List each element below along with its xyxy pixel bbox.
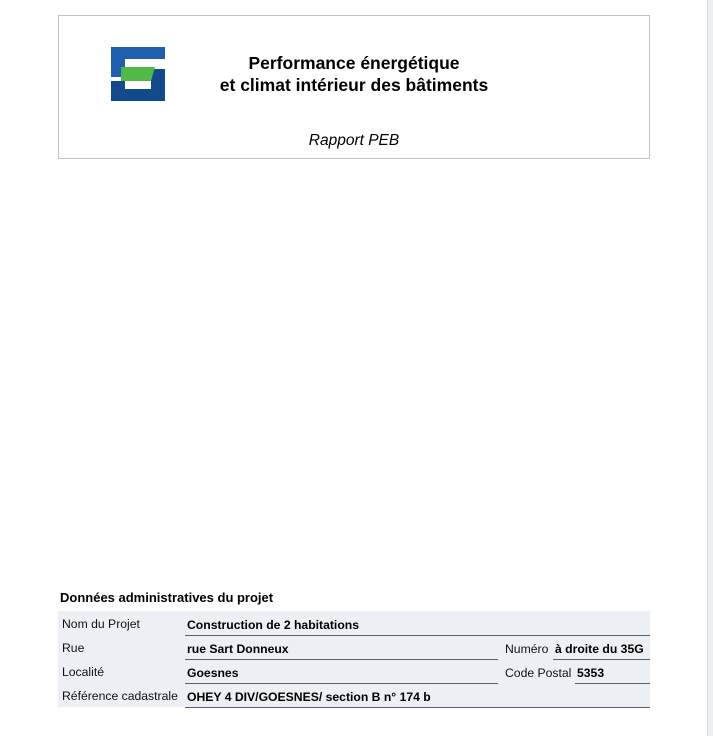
title-line-1: Performance énergétique xyxy=(248,53,460,73)
title-line-2: et climat intérieur des bâtiments xyxy=(219,75,489,95)
page-edge xyxy=(707,0,713,736)
value-project-name: Construction de 2 habitations xyxy=(185,618,650,636)
report-header xyxy=(58,15,650,159)
label-locality: Localité xyxy=(62,665,105,679)
label-number: Numéro xyxy=(505,642,549,656)
label-street: Rue xyxy=(62,641,85,655)
label-project-name: Nom du Projet xyxy=(62,617,140,631)
value-locality: Goesnes xyxy=(185,666,498,684)
row-street xyxy=(58,635,650,659)
section-title: Données administratives du projet xyxy=(60,590,274,605)
label-cadastral-reference: Référence cadastrale xyxy=(62,689,178,703)
row-project-name xyxy=(58,611,650,635)
peb-logo-icon xyxy=(111,47,165,101)
row-cadastral-reference xyxy=(58,683,650,707)
value-postal-code: 5353 xyxy=(575,666,650,684)
row-locality xyxy=(58,659,650,683)
value-number: à droite du 35G xyxy=(553,642,650,660)
admin-table xyxy=(58,611,650,707)
page-title xyxy=(189,52,519,96)
value-cadastral-reference: OHEY 4 DIV/GOESNES/ section B n° 174 b xyxy=(185,690,650,708)
report-subtitle: Rapport PEB xyxy=(308,132,400,149)
value-street: rue Sart Donneux xyxy=(185,642,498,660)
label-postal-code: Code Postal xyxy=(505,666,572,680)
